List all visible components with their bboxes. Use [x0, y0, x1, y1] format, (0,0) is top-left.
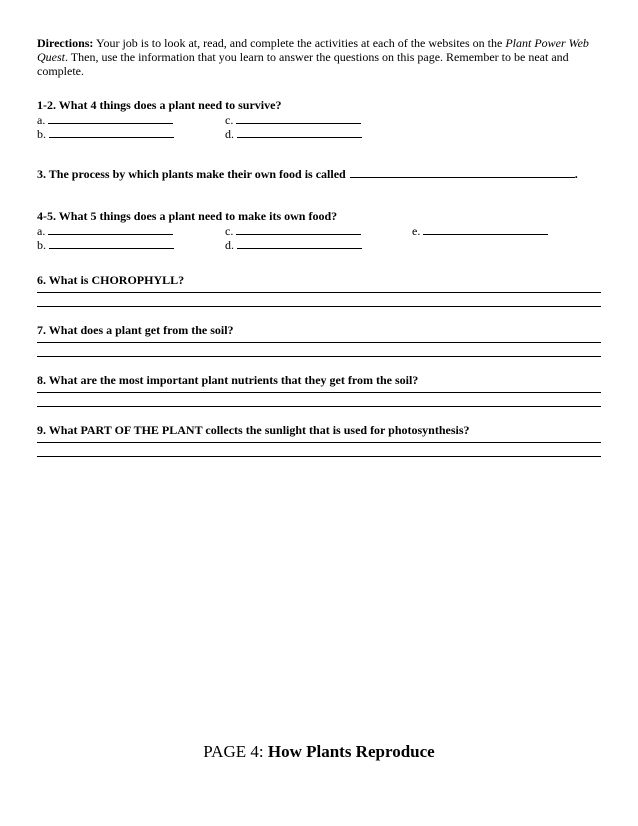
- answer-letter: c.: [225, 113, 234, 127]
- footer-page-label: PAGE 4:: [203, 742, 268, 761]
- worksheet-page: [37, 36, 601, 457]
- answer-line[interactable]: [423, 223, 548, 235]
- answer-1c: [225, 112, 361, 127]
- answer-letter: a.: [37, 113, 46, 127]
- answer-letter: b.: [37, 238, 46, 252]
- directions-text-2: . Then, use the information that you learn to answer the questions on this page. Remember to be neat and complete.: [37, 50, 569, 78]
- answer-9-line-2[interactable]: [37, 456, 601, 457]
- question-4-5-blanks: [37, 223, 601, 251]
- answer-line[interactable]: [237, 237, 362, 249]
- question-7: 7. What does a plant get from the soil?: [37, 323, 234, 337]
- answer-line[interactable]: [48, 223, 173, 235]
- answer-letter: a.: [37, 224, 46, 238]
- answer-letter: c.: [225, 224, 234, 238]
- question-3-text: 3. The process by which plants make their own food is called: [37, 167, 346, 181]
- answer-line[interactable]: [49, 126, 174, 138]
- answer-1d: [225, 126, 362, 141]
- answer-letter: d.: [225, 238, 234, 252]
- answer-line[interactable]: [48, 112, 173, 124]
- webquest-name: Plant Power Web Quest: [37, 36, 589, 64]
- answer-letter: d.: [225, 127, 234, 141]
- answer-1a: [37, 112, 173, 127]
- question-9: 9. What PART OF THE PLANT collects the sunlight that is used for photosynthesis?: [37, 423, 470, 437]
- question-3: [37, 166, 601, 181]
- question-3-period: .: [574, 167, 578, 181]
- answer-line[interactable]: [237, 126, 362, 138]
- answer-4b: [37, 237, 174, 252]
- answer-line[interactable]: [49, 237, 174, 249]
- answer-letter: b.: [37, 127, 46, 141]
- question-1-2-blanks: [37, 112, 601, 140]
- answer-4d: [225, 237, 362, 252]
- answer-line[interactable]: [236, 223, 361, 235]
- answer-letter: e.: [412, 224, 421, 238]
- answer-4a: [37, 223, 173, 238]
- page-footer-heading: [0, 742, 638, 762]
- answer-4c: [225, 223, 361, 238]
- answer-1b: [37, 126, 174, 141]
- directions-paragraph: [37, 36, 601, 78]
- question-1-2: 1-2. What 4 things does a plant need to survive?: [37, 98, 282, 112]
- directions-label: Directions:: [37, 36, 94, 50]
- question-4-5: 4-5. What 5 things does a plant need to make its own food?: [37, 209, 338, 223]
- question-6: 6. What is CHOROPHYLL?: [37, 273, 185, 287]
- footer-section-title: How Plants Reproduce: [267, 742, 435, 761]
- directions-text-1: Your job is to look at, read, and complete the activities at each of the websites on the: [93, 36, 506, 50]
- answer-3-line[interactable]: [350, 166, 575, 178]
- answer-4e: [412, 223, 548, 238]
- answer-line[interactable]: [236, 112, 361, 124]
- question-8: 8. What are the most important plant nutrients that they get from the soil?: [37, 373, 419, 387]
